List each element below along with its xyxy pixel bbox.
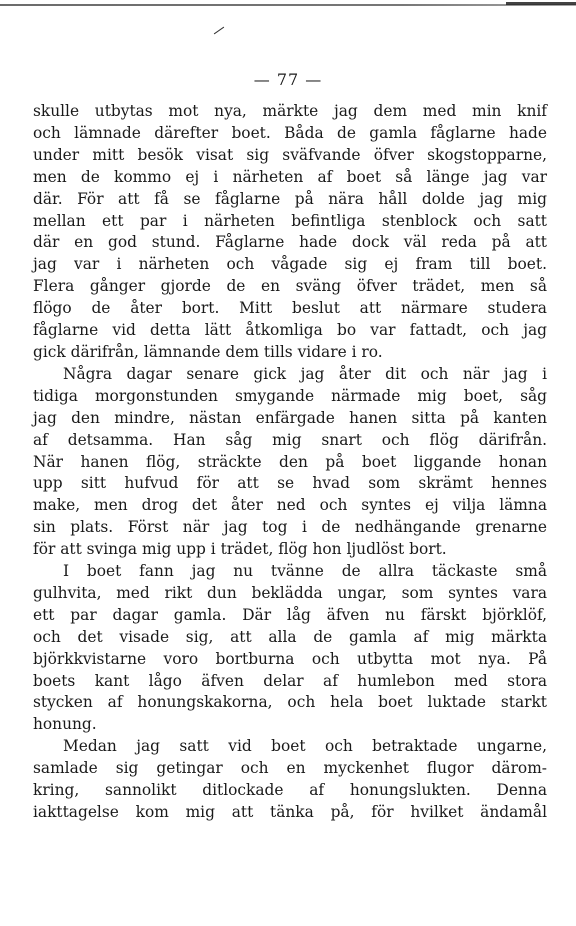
text-line: kring, sannolikt ditlockade af honungslukten. Denna xyxy=(33,781,547,800)
text-line: iakttagelse kom mig att tänka på, för hvilket ändamål xyxy=(33,803,547,821)
text-line: jag den mindre, nästan enfärgade hanen sitta på kanten xyxy=(33,408,547,427)
text-line: När hanen flög, sträckte den på boet liggande honan xyxy=(33,452,547,471)
text-line: gulhvita, med rikt dun beklädda ungar, som syntes vara xyxy=(33,583,547,602)
text-line: Medan jag satt vid boet och betraktade ungarne, xyxy=(63,737,547,756)
text-line: Flera gånger gjorde de en sväng öfver trädet, men så xyxy=(33,277,547,296)
body-text xyxy=(33,101,547,824)
text-line: stycken af honungskakorna, och hela boet luktade starkt xyxy=(33,693,547,712)
text-line: jag var i närheten och vågade sig ej fram till boet. xyxy=(33,255,547,274)
page-top-edge-rule xyxy=(0,4,576,6)
scan-pencil-mark xyxy=(214,27,224,35)
text-line: gick därifrån, lämnande dem tills vidare i ro. xyxy=(33,342,383,361)
paragraph-3 xyxy=(33,561,547,736)
text-line: och lämnade därefter boet. Båda de gamla fåglarne hade xyxy=(33,123,547,142)
text-line: ett par dagar gamla. Där låg äfven nu färskt björklöf, xyxy=(33,605,547,624)
text-line: där en god stund. Fåglarne hade dock väl reda på att xyxy=(33,233,547,252)
paragraph-4 xyxy=(33,736,547,824)
text-line: make, men drog det åter ned och syntes ej vilja lämna xyxy=(33,496,547,515)
text-line: Några dagar senare gick jag åter dit och när jag i xyxy=(63,364,547,383)
page-number: — 77 — xyxy=(253,70,323,89)
text-line: och det visade sig, att alla de gamla af mig märkta xyxy=(33,627,547,646)
text-line: samlade sig getingar och en myckenhet flugor därom- xyxy=(33,759,547,778)
text-line: upp sitt hufvud för att se hvad som skrämt hennes xyxy=(33,474,547,493)
text-line: under mitt besök visat sig sväfvande öfver skogstopparne, xyxy=(33,145,547,164)
text-line: I boet fann jag nu tvänne de allra täckaste små xyxy=(63,562,547,581)
text-line: tidiga morgonstunden smygande närmade mig boet, såg xyxy=(33,386,547,405)
text-line: boets kant lågo äfven delar af humlebon med stora xyxy=(33,671,547,690)
paragraph-1 xyxy=(33,101,547,364)
text-line: honung. xyxy=(33,715,97,734)
text-line: sin plats. Först när jag tog i de nedhängande grenarne xyxy=(33,518,547,537)
page-top-edge-rule-right xyxy=(506,2,576,5)
text-line: mellan ett par i närheten befintliga stenblock och satt xyxy=(33,211,547,230)
text-line: fåglarne vid detta lätt åtkomliga bo var fattadt, och jag xyxy=(33,321,547,340)
text-line: där. För att få se fåglarne på nära håll dolde jag mig xyxy=(33,189,547,208)
text-line: men de kommo ej i närheten af boet så länge jag var xyxy=(33,167,547,186)
text-line: af detsamma. Han såg mig snart och flög därifrån. xyxy=(33,430,547,449)
text-line: för att svinga mig upp i trädet, flög hon ljudlöst bort. xyxy=(33,540,447,559)
text-line: björkkvistarne voro bortburna och utbytta mot nya. På xyxy=(33,649,547,668)
text-line: skulle utbytas mot nya, märkte jag dem med min knif xyxy=(33,102,547,120)
text-line: flögo de åter bort. Mitt beslut att närmare studera xyxy=(33,299,547,318)
paragraph-2 xyxy=(33,364,547,561)
